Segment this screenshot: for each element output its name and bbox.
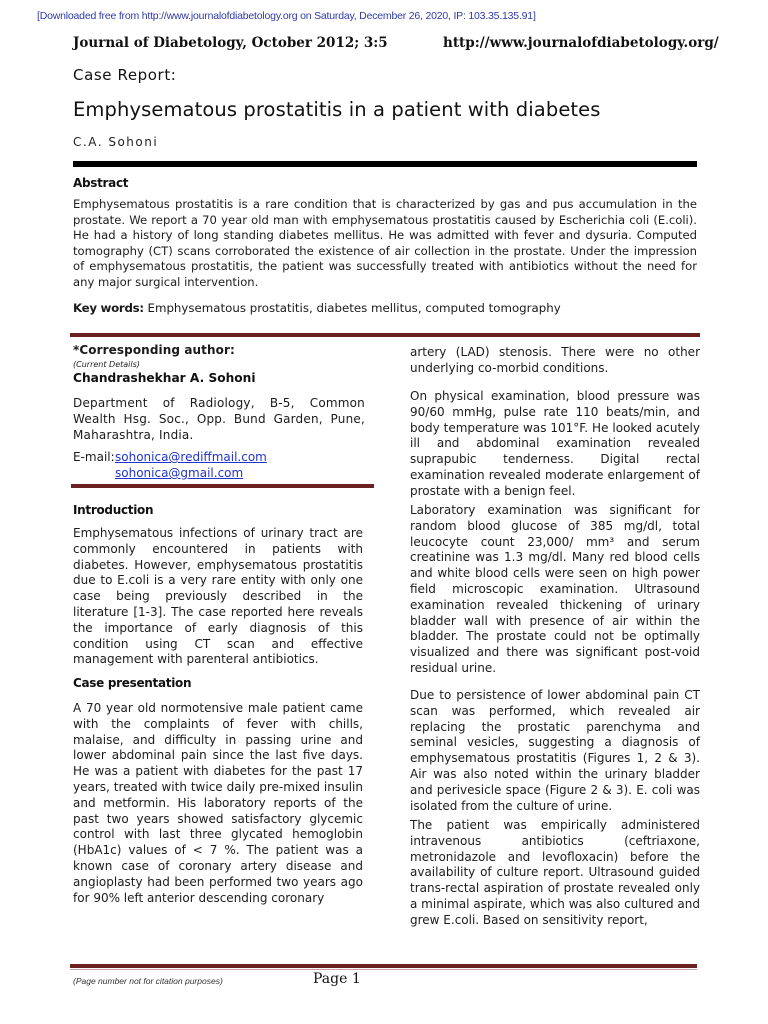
page-number: Page 1 bbox=[313, 971, 361, 987]
email-link-rediffmail[interactable]: sohonica@rediffmail.com bbox=[115, 450, 267, 464]
corresponding-author-note: (Current Details) bbox=[73, 360, 140, 369]
article-author: C.A. Sohoni bbox=[73, 135, 159, 149]
right-paragraph-4: Due to persistence of lower abdominal pain CT scan was performed, which revealed air replacing the prostatic parenchyma and seminal vesicles, suggesting a diagnosis of emphysematous prostatitis (Figures 1, 2 & 3). Air was also noted within the urinary bladder and perivesicle space (Figure 2 & 3). E. coli was isolated from the culture of urine. bbox=[410, 688, 700, 813]
abstract-heading: Abstract bbox=[73, 176, 129, 190]
right-paragraph-2: On physical examination, blood pressure was 90/60 mmHg, pulse rate 110 beats/min, and body temperature was 101°F. He looked acutely ill and abdominal examination revealed suprapubic tenderness. Digital rectal examination revealed moderate enlargement of prostate with a benign feel. bbox=[410, 389, 700, 498]
keywords-label: Key words: bbox=[73, 301, 144, 315]
article-title: Emphysematous prostatitis in a patient with diabetes bbox=[73, 98, 601, 121]
right-paragraph-3: Laboratory examination was significant for random blood glucose of 385 mg/dl, total leucocyte count 23,000/ mm³ and serum creatinine was 1.3 mg/dl. Many red blood cells and white blood cells were seen on high power field microscopic examination. Ultrasound examination revealed thickening of urinary bladder wall with presence of air within the bladder. The prostate could not be optimally visualized and there was significant post-void residual urine. bbox=[410, 503, 700, 675]
corresponding-author-name: Chandrashekhar A. Sohoni bbox=[73, 371, 256, 385]
abstract-text: Emphysematous prostatitis is a rare condition that is characterized by gas and pus accumulation in the prostate. We report a 70 year old man with emphysematous prostatitis caused by Escherichia coli (E.coli). He had a history of long standing diabetes mellitus. He was admitted with fever and dysuria. Computed tomography (CT) scans corroborated the existence of air collection in the prostate. Under the impression of emphysematous prostatitis, the patient was successfully treated with antibiotics without the need for any major surgical intervention. bbox=[73, 197, 697, 289]
case-presentation-text: A 70 year old normotensive male patient came with the complaints of fever with chills, malaise, and difficulty in passing urine and lower abdominal pain since the last five days. He was a patient with diabetes for the past 17 years, treated with twice daily pre-mixed insulin and metformin. His laboratory reports of the past two years showed satisfactory glycemic control with last three glycated hemoglobin (HbA1c) values of < 7 %. The patient was a known case of coronary artery disease and angioplasty had been performed two years ago for 90% left anterior descending coronary bbox=[73, 701, 363, 905]
email-link-gmail[interactable]: sohonica@gmail.com bbox=[115, 466, 244, 480]
article-type: Case Report: bbox=[73, 66, 177, 84]
keywords bbox=[73, 301, 697, 315]
right-paragraph-1: artery (LAD) stenosis. There were no other underlying co-morbid conditions. bbox=[410, 345, 700, 375]
journal-citation: Journal of Diabetology, October 2012; 3:5 bbox=[73, 35, 388, 51]
email-label: E-mail: bbox=[73, 450, 115, 464]
footer-divider bbox=[70, 964, 697, 968]
introduction-text: Emphysematous infections of urinary tract are commonly encountered in patients with diabetes. However, emphysematous prostatitis due to E.coli is a very rare entity with only one case being previously described in the literature [1-3]. The case reported here reveals the importance of early diagnosis of this condition using CT scan and effective management with parenteral antibiotics. bbox=[73, 526, 363, 667]
journal-url[interactable]: http://www.journalofdiabetology.org/ bbox=[443, 35, 719, 51]
corresponding-author-address: Department of Radiology, B-5, Common Wealth Hsg. Soc., Opp. Bund Garden, Pune, Maharashtra, India. bbox=[73, 396, 365, 442]
download-note: [Downloaded free from http://www.journalofdiabetology.org on Saturday, December 26, 2020, IP: 103.35.135.91] bbox=[37, 10, 536, 22]
case-presentation-heading: Case presentation bbox=[73, 676, 192, 690]
abstract-divider bbox=[70, 333, 700, 337]
title-divider bbox=[73, 161, 697, 167]
corresponding-author-divider bbox=[71, 484, 374, 488]
introduction-heading: Introduction bbox=[73, 503, 154, 517]
corresponding-author-heading: *Corresponding author: bbox=[73, 343, 235, 357]
footer-divider-thin bbox=[70, 969, 697, 970]
right-paragraph-5: The patient was empirically administered intravenous antibiotics (ceftriaxone, metronidazole and levofloxacin) before the availability of culture report. Ultrasound guided trans-rectal aspiration of prostate revealed only a minimal aspirate, which was also cultured and grew E.coli. Based on sensitivity report, bbox=[410, 818, 700, 927]
keywords-value: Emphysematous prostatitis, diabetes mellitus, computed tomography bbox=[143, 301, 561, 315]
footer-note: (Page number not for citation purposes) bbox=[73, 976, 223, 986]
